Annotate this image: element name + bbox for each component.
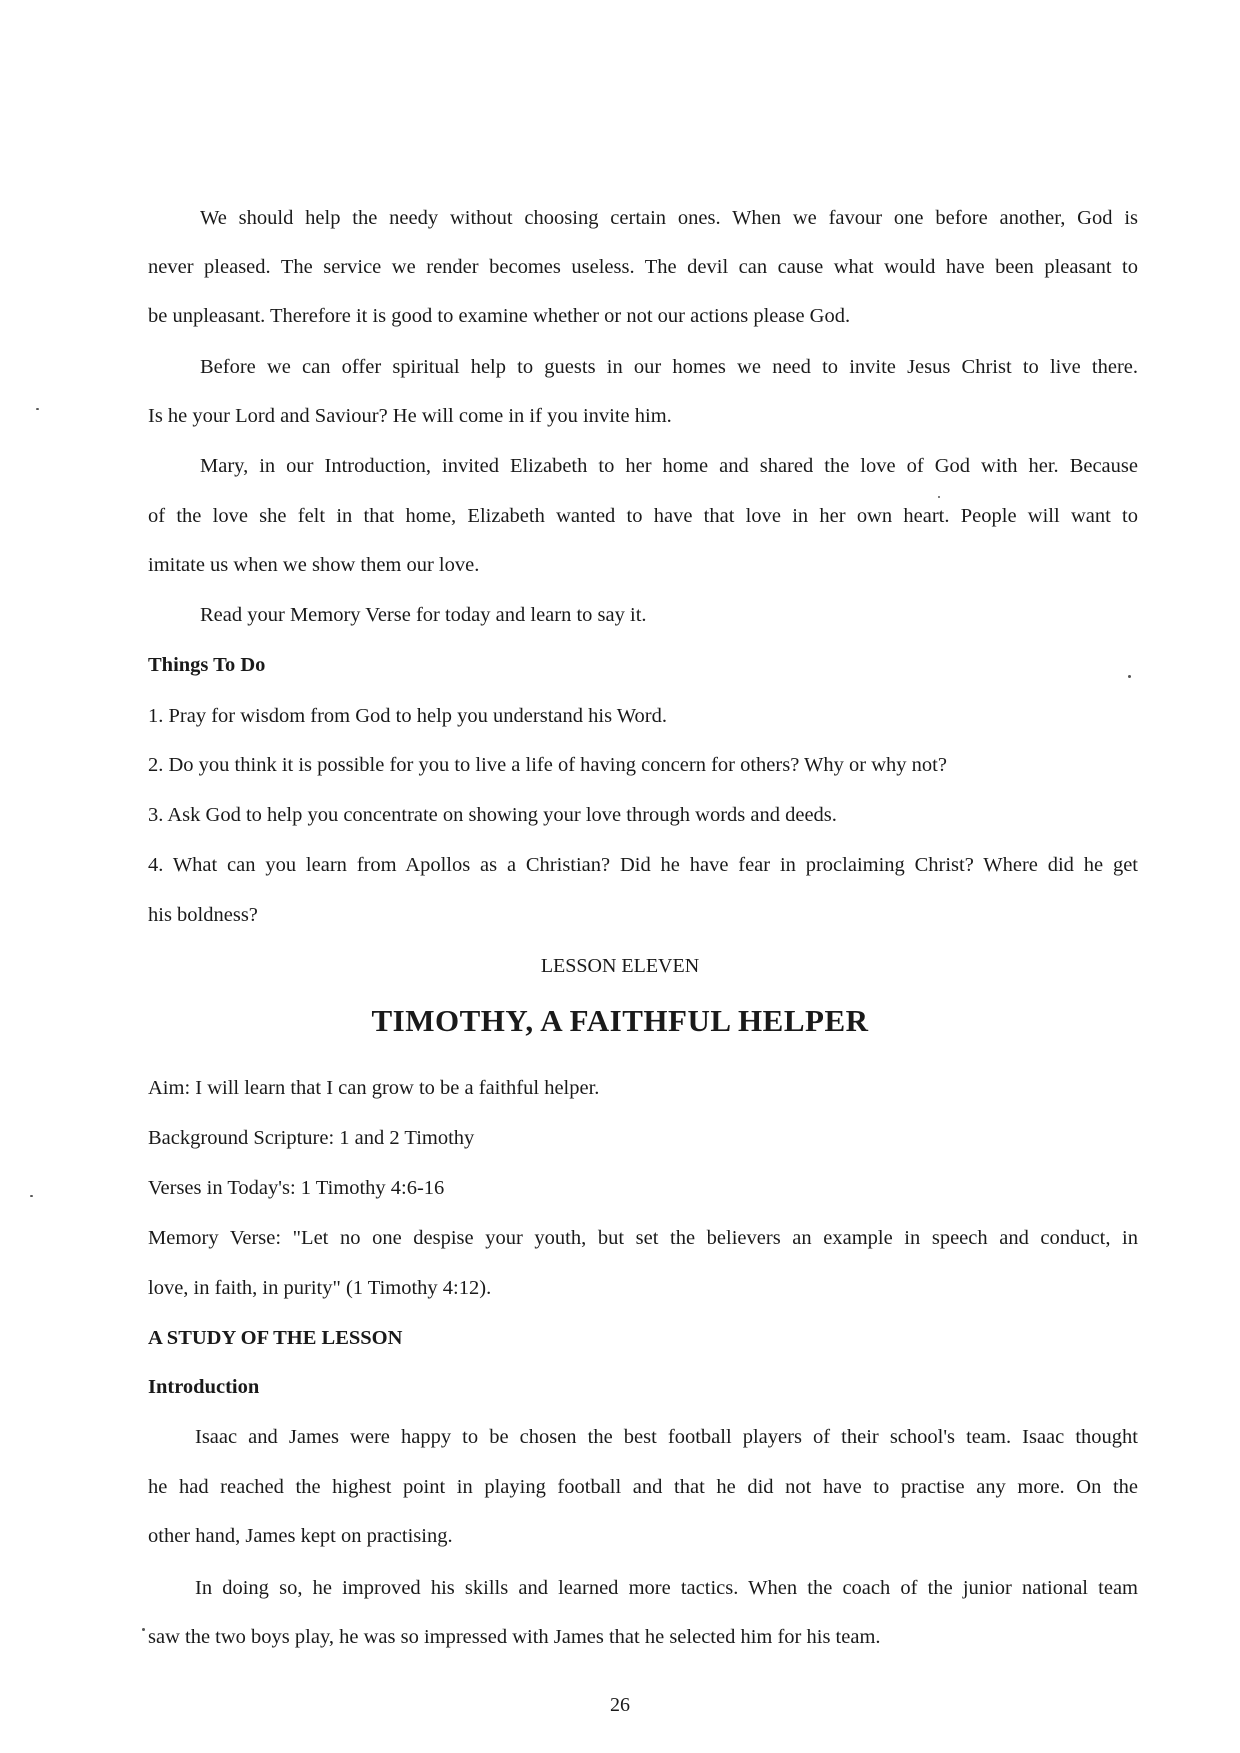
introduction-heading: Introduction	[148, 1376, 260, 1398]
lesson-number: LESSON ELEVEN	[540, 955, 700, 977]
scan-speck	[1128, 675, 1131, 678]
verses-today: Verses in Today's: 1 Timothy 4:6-16	[148, 1177, 445, 1199]
intro-para1-line-3: other hand, James kept on practising.	[148, 1525, 453, 1547]
scan-speck	[36, 408, 39, 410]
intro-para2-line-2: saw the two boys play, he was so impressed with James that he selected him for his team.	[148, 1626, 881, 1648]
para1-line-2: never pleased. The service we render becomes useless. The devil can cause what would have been pleasant to	[148, 256, 1138, 278]
memory-verse-line-1: Memory Verse: "Let no one despise your youth, but set the believers an example in speech and conduct, in	[148, 1227, 1138, 1249]
study-heading: A STUDY OF THE LESSON	[148, 1327, 403, 1349]
intro-para1-line-2: he had reached the highest point in playing football and that he did not have to practise any more. On the	[148, 1476, 1138, 1498]
para2-line-2: Is he your Lord and Saviour? He will come in if you invite him.	[148, 405, 672, 427]
things-item-3: 3. Ask God to help you concentrate on showing your love through words and deeds.	[148, 804, 837, 826]
para3-line-2: of the love she felt in that home, Elizabeth wanted to have that love in her own heart. People will want to	[148, 505, 1138, 527]
scan-speck	[30, 1195, 33, 1197]
intro-para1-line-1: Isaac and James were happy to be chosen the best football players of their school's team. Isaac thought	[195, 1426, 1138, 1448]
things-item-1: 1. Pray for wisdom from God to help you understand his Word.	[148, 705, 667, 727]
things-item-4: 4. What can you learn from Apollos as a Christian? Did he have fear in proclaiming Christ? Where did he get	[148, 854, 1138, 876]
para2-line-1: Before we can offer spiritual help to guests in our homes we need to invite Jesus Christ to live there.	[200, 356, 1138, 378]
para1-line-3: be unpleasant. Therefore it is good to examine whether or not our actions please God.	[148, 305, 851, 327]
page-number: 26	[610, 1694, 630, 1716]
para3-line-3: imitate us when we show them our love.	[148, 554, 480, 576]
para4: Read your Memory Verse for today and learn to say it.	[200, 604, 647, 626]
scan-speck	[938, 496, 940, 498]
para1-line-1: We should help the needy without choosing certain ones. When we favour one before another, God is	[200, 207, 1138, 229]
things-to-do-heading: Things To Do	[148, 654, 266, 676]
aim: Aim: I will learn that I can grow to be a faithful helper.	[148, 1077, 600, 1099]
things-item-4-cont: his boldness?	[148, 904, 258, 926]
scan-speck	[142, 1628, 145, 1631]
para3-line-1: Mary, in our Introduction, invited Elizabeth to her home and shared the love of God with her. Because	[200, 455, 1138, 477]
intro-para2-line-1: In doing so, he improved his skills and learned more tactics. When the coach of the junior national team	[195, 1577, 1138, 1599]
background-scripture: Background Scripture: 1 and 2 Timothy	[148, 1127, 475, 1149]
memory-verse-line-2: love, in faith, in purity" (1 Timothy 4:12).	[148, 1277, 492, 1299]
things-item-2: 2. Do you think it is possible for you to live a life of having concern for others? Why or why not?	[148, 754, 947, 776]
lesson-title: TIMOTHY, A FAITHFUL HELPER	[371, 1003, 869, 1038]
